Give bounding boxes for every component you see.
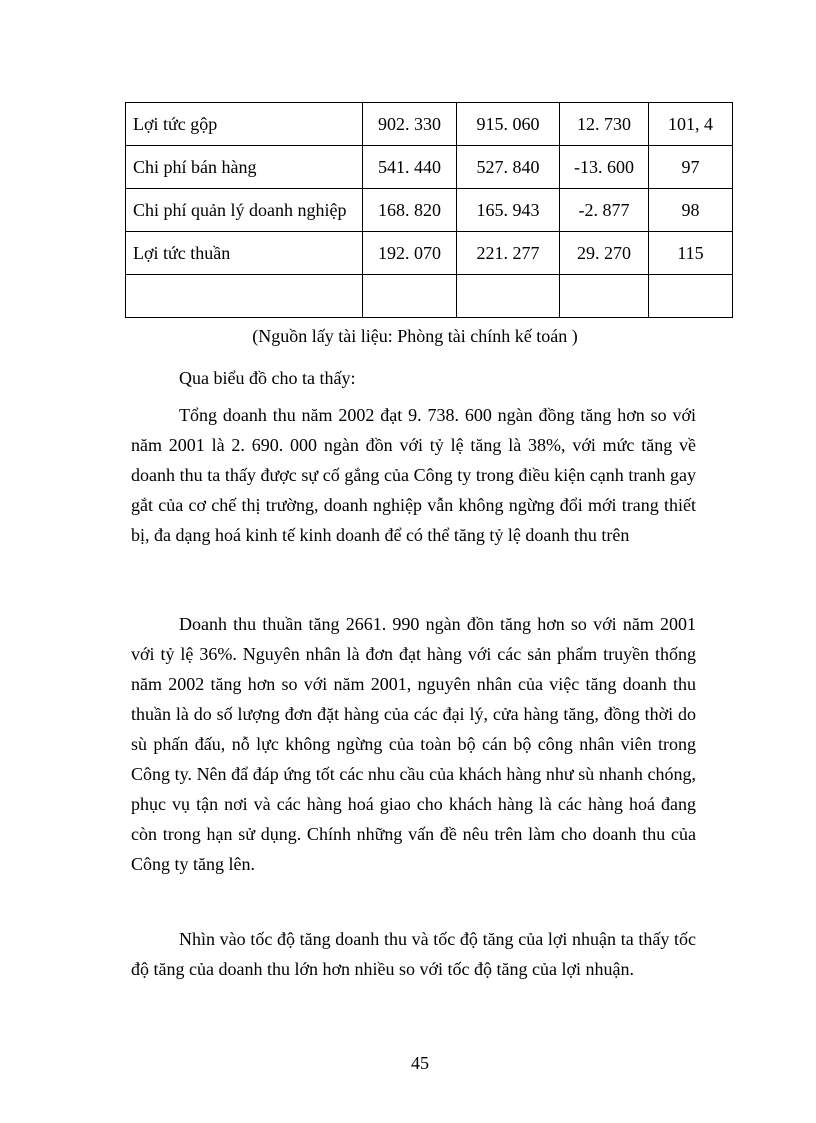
intro-line: Qua biểu đồ cho ta thấy:	[179, 368, 356, 388]
value-2002: 527. 840	[457, 146, 560, 189]
value-2002: 221. 277	[457, 232, 560, 275]
row-label: Lợi tức gộp	[126, 103, 363, 146]
value-percent: 101, 4	[649, 103, 733, 146]
page-number: 45	[411, 1053, 429, 1073]
value-difference: 12. 730	[560, 103, 649, 146]
value-2002: 165. 943	[457, 189, 560, 232]
table-row	[126, 146, 733, 189]
paragraph-growth-comparison: Nhìn vào tốc độ tăng doanh thu và tốc độ tăng của lợi nhuận ta thấy tốc độ tăng của doanh thu lớn hơn nhiều so với tốc độ tăng của lợi nhuận.	[131, 929, 696, 979]
value-difference: 29. 270	[560, 232, 649, 275]
value-percent: 97	[649, 146, 733, 189]
value-percent: 98	[649, 189, 733, 232]
value-2002	[457, 275, 560, 318]
table-row	[126, 189, 733, 232]
financial-table	[125, 102, 733, 318]
value-2001: 192. 070	[363, 232, 457, 275]
value-2001: 168. 820	[363, 189, 457, 232]
value-2002: 915. 060	[457, 103, 560, 146]
value-difference: -13. 600	[560, 146, 649, 189]
value-2001: 541. 440	[363, 146, 457, 189]
value-percent: 115	[649, 232, 733, 275]
value-2001	[363, 275, 457, 318]
table-row	[126, 232, 733, 275]
value-2001: 902. 330	[363, 103, 457, 146]
row-label: Chi phí bán hàng	[126, 146, 363, 189]
row-label: Lợi tức thuần	[126, 232, 363, 275]
table-row-empty	[126, 275, 733, 318]
paragraph-net-revenue: Doanh thu thuần tăng 2661. 990 ngàn đồn tăng hơn so với năm 2001 với tỷ lệ 36%. Nguyên nhân là đơn đạt hàng với các sản phẩm truyền thống năm 2002 tăng hơn so với năm 2001, nguyên nhân của việc tăng doanh thu thuần là do số lượng đơn đặt hàng của các đại lý, cửa hàng tăng, đồng thời do sù phấn đấu, nỗ lực không ngừng của toàn bộ cán bộ công nhân viên trong Công ty. Nên đẩ đáp ứng tốt các nhu cầu của khách hàng như sù nhanh chóng, phục vụ tận nơi và các hàng hoá giao cho khách hàng là các hàng hoá đang còn trong hạn sử dụng. Chính những vấn đề nêu trên làm cho doanh thu của Công ty tăng lên.	[131, 614, 696, 874]
row-label: Chi phí quản lý doanh nghiệp	[126, 189, 363, 232]
row-label	[126, 275, 363, 318]
paragraph-revenue: Tổng doanh thu năm 2002 đạt 9. 738. 600 ngàn đồng tăng hơn so với năm 2001 là 2. 690. 000 ngàn đồn với tỷ lệ tăng là 38%, với mức tăng về doanh thu ta thấy được sự cố gắng của Công ty trong điều kiện cạnh tranh gay gắt của cơ chế thị trường, doanh nghiệp vẫn không ngừng đổi mới trang thiết bị, đa dạng hoá kinh tế kinh doanh để có thể tăng tỷ lệ doanh thu trên	[131, 405, 696, 545]
table-row	[126, 103, 733, 146]
source-note: (Nguồn lấy tài liệu: Phòng tài chính kế toán )	[252, 326, 578, 346]
value-difference	[560, 275, 649, 318]
value-difference: -2. 877	[560, 189, 649, 232]
value-percent	[649, 275, 733, 318]
